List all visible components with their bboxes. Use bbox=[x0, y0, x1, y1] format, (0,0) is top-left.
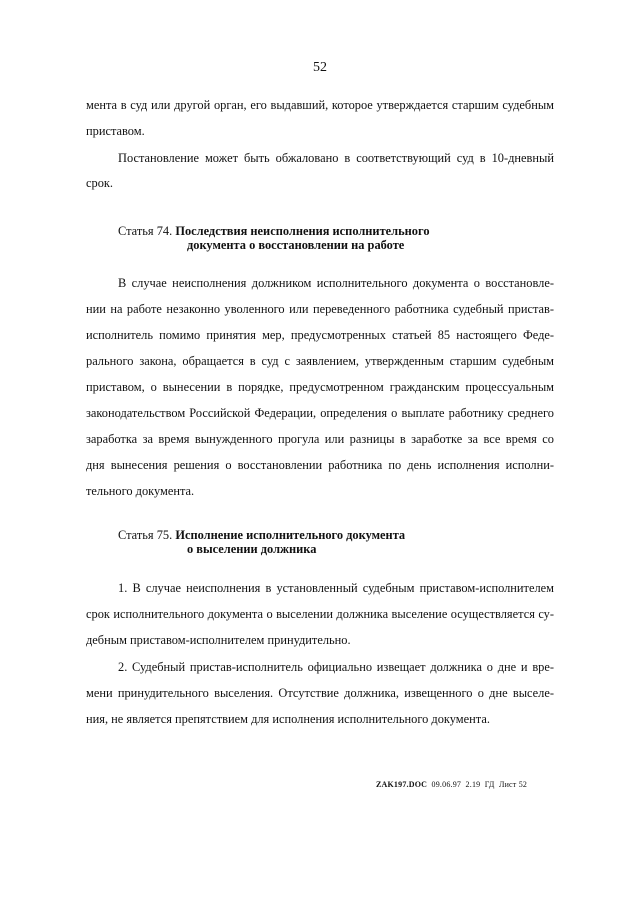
footer-time: 2.19 bbox=[465, 780, 481, 789]
article75-p2-line: 2. Судебный пристав-исполнитель официально извещает должника о дне и вре- bbox=[118, 660, 554, 674]
article74-title-line-2: документа о восстановлении на работе bbox=[187, 238, 405, 252]
intro-line-2: приставом. bbox=[86, 124, 145, 138]
article74-line: нии на работе незаконно уволенного или переведенного работника судебный пристав- bbox=[86, 302, 554, 316]
footer-initials: ГД bbox=[484, 780, 495, 789]
article74-line: тельного документа. bbox=[86, 484, 195, 498]
article74-title-line-1: Последствия неисполнения исполнительного bbox=[175, 224, 430, 238]
article75-title-line-2: о выселении должника bbox=[187, 542, 317, 556]
article75-p1-line: 1. В случае неисполнения в установленный судебным приставом-исполнителем bbox=[118, 581, 554, 595]
article74-prefix: Статья 74. bbox=[118, 224, 173, 238]
intro-line-1: мента в суд или другой орган, его выдавший, которое утверждается старшим судебным bbox=[86, 98, 554, 112]
article75-p1-line: срок исполнительного документа о выселении должника выселение осуществляется су- bbox=[86, 607, 554, 621]
article75-p2-line: мени принудительного выселения. Отсутствие должника, извещенного о дне выселе- bbox=[86, 686, 554, 700]
article74-line: В случае неисполнения должником исполнительного документа о восстановле- bbox=[118, 276, 554, 290]
footer-sheet: Лист 52 bbox=[498, 780, 528, 789]
article74-line: рального закона, обращается в суд с заявлением, утвержденным старшим судебным bbox=[86, 354, 554, 368]
footer-date: 09.06.97 bbox=[431, 780, 462, 789]
article75-prefix: Статья 75. bbox=[118, 528, 173, 542]
article75-p2-line: ния, не является препятствием для исполнения исполнительного документа. bbox=[86, 712, 490, 726]
article74-line: исполнитель помимо принятия мер, предусмотренных статьей 85 настоящего Феде- bbox=[86, 328, 554, 342]
footer bbox=[376, 780, 527, 789]
article74-line: приставом, о вынесении в порядке, предусмотренном гражданским процессуальным bbox=[86, 380, 554, 394]
intro-para2-line-1: Постановление может быть обжаловано в соответствующий суд в 10-дневный bbox=[118, 151, 554, 165]
page-number: 52 bbox=[313, 60, 327, 75]
article74-line: законодательством Российской Федерации, определения о выплате работнику среднего bbox=[86, 406, 554, 420]
article74-line: дня вынесения решения о восстановлении работника по день исполнения исполни- bbox=[86, 458, 554, 472]
article75-title-line-1: Исполнение исполнительного документа bbox=[175, 528, 406, 542]
footer-file: ZAK197.DOC bbox=[376, 780, 428, 789]
article75-p1-line: дебным приставом-исполнителем принудительно. bbox=[86, 633, 351, 647]
article74-line: заработка за время вынужденного прогула или разницы в заработке за все время со bbox=[86, 432, 554, 446]
intro-para2-line-2: срок. bbox=[86, 176, 114, 190]
